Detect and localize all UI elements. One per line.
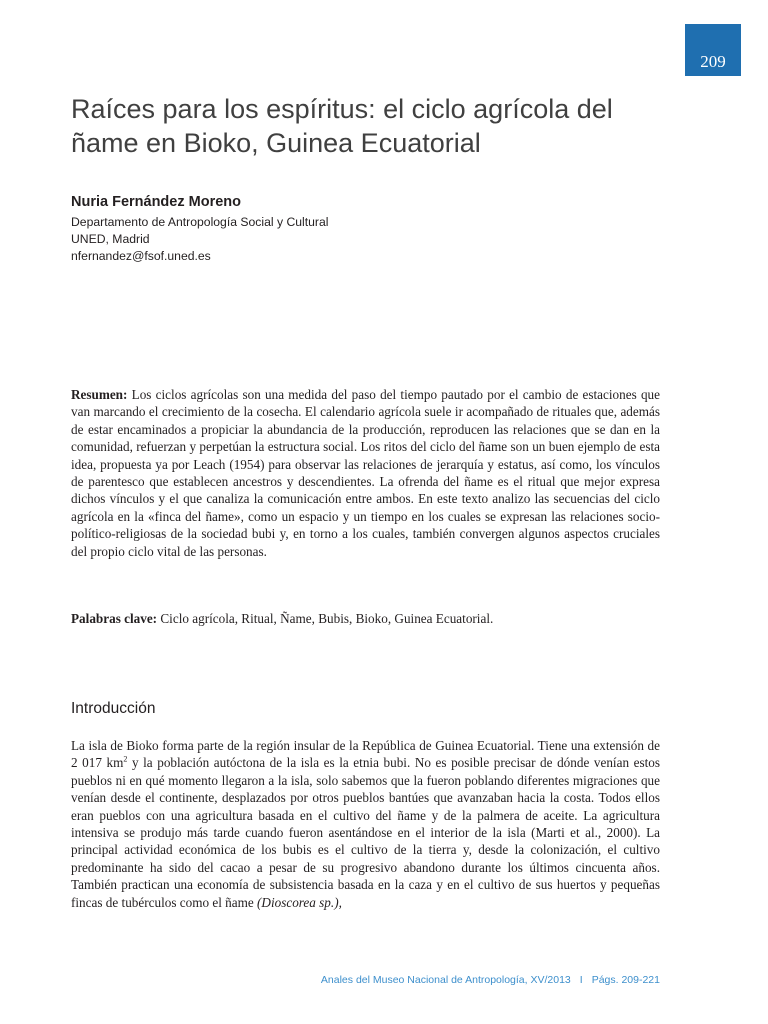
author-name: Nuria Fernández Moreno: [71, 194, 241, 210]
article-title: Raíces para los espíritus: el ciclo agrícola del ñame en Bioko, Guinea Ecuatorial: [71, 94, 613, 158]
keywords-label: Palabras clave:: [71, 611, 158, 626]
abstract-label: Resumen:: [71, 387, 128, 402]
footer-separator: I: [579, 974, 583, 986]
abstract: [71, 386, 660, 560]
intro-text-part1: La isla de Bioko forma parte de la región insular de la República de Guinea Ecuatorial. Tiene una extensión de 2 017 km: [71, 738, 660, 771]
author-email: nfernandez@fsof.uned.es: [71, 249, 211, 263]
intro-text-part2: y la población autóctona de la isla es la etnia bubi. No es posible precisar de dónde venían estos pueblos ni en qué momento llegaron a la isla, solo sabemos que la fueron poblando diferentes migraciones que venían desde el continente, desplazados por otros pueblos bantúes que avanzaban hacia la costa. Todos ellos eran pueblos con una agricultura basada en el cultivo del ñame y de la palmera de aceite. La agricultura intensiva se produjo más tarde cuando fueron asentándose en el interior de la isla (Marti et al., 2000). La principal actividad económica de los bubis es el cultivo de la tierra y, desde la colonización, el cultivo predominante ha sido del cacao a pesar de su progresivo abandono durante los últimos cincuenta años. También practican una economía de subsistencia basada en la caza y en el cultivo de sus huertos y pequeñas fincas de tubérculos como el ñame: [71, 755, 660, 910]
introduction-paragraph: [71, 737, 660, 911]
intro-italic-species: (Dioscorea sp.),: [257, 894, 342, 910]
page-footer: [321, 974, 660, 986]
page-number: 209: [685, 24, 741, 76]
author-department: Departamento de Antropología Social y Cultural: [71, 215, 329, 229]
footer-pages: Págs. 209-221: [591, 974, 660, 986]
keywords: [71, 610, 660, 627]
footer-journal: Anales del Museo Nacional de Antropología, XV/2013: [320, 974, 571, 986]
keywords-text: Ciclo agrícola, Ritual, Ñame, Bubis, Bioko, Guinea Ecuatorial.: [160, 611, 494, 626]
section-heading-introduccion: Introducción: [71, 700, 156, 717]
abstract-text: Los ciclos agrícolas son una medida del paso del tiempo pautado por el cambio de estaciones que van marcando el crecimiento de la cosecha. El calendario agrícola suele ir acompañado de rituales que, además de estar encaminados a propiciar la abundancia de la producción, reproducen las relaciones que se dan en la comunidad, refuerzan y perpetúan la estructura social. Los ritos del ciclo del ñame son un buen ejemplo de esta idea, propuesta ya por Leach (1954) para observar las relaciones de jerarquía y estatus, así como, los vínculos de parentesco que establecen ancestros y descendientes. La ofrenda del ñame es el ritual que mejor expresa dichos vínculos y el que canaliza la comunicación entre ambos. En este texto analizo las secuencias del ciclo agrícola en la «finca del ñame», como un espacio y un tiempo en los cuales se expresan las relaciones socio-político-religiosas de la sociedad bubi y, en torno a los cuales, también convergen algunos aspectos cruciales del propio ciclo vital de las personas.: [71, 387, 660, 559]
superscript-2: 2: [123, 755, 128, 765]
author-block: [71, 192, 671, 265]
author-institution: UNED, Madrid: [71, 232, 150, 246]
